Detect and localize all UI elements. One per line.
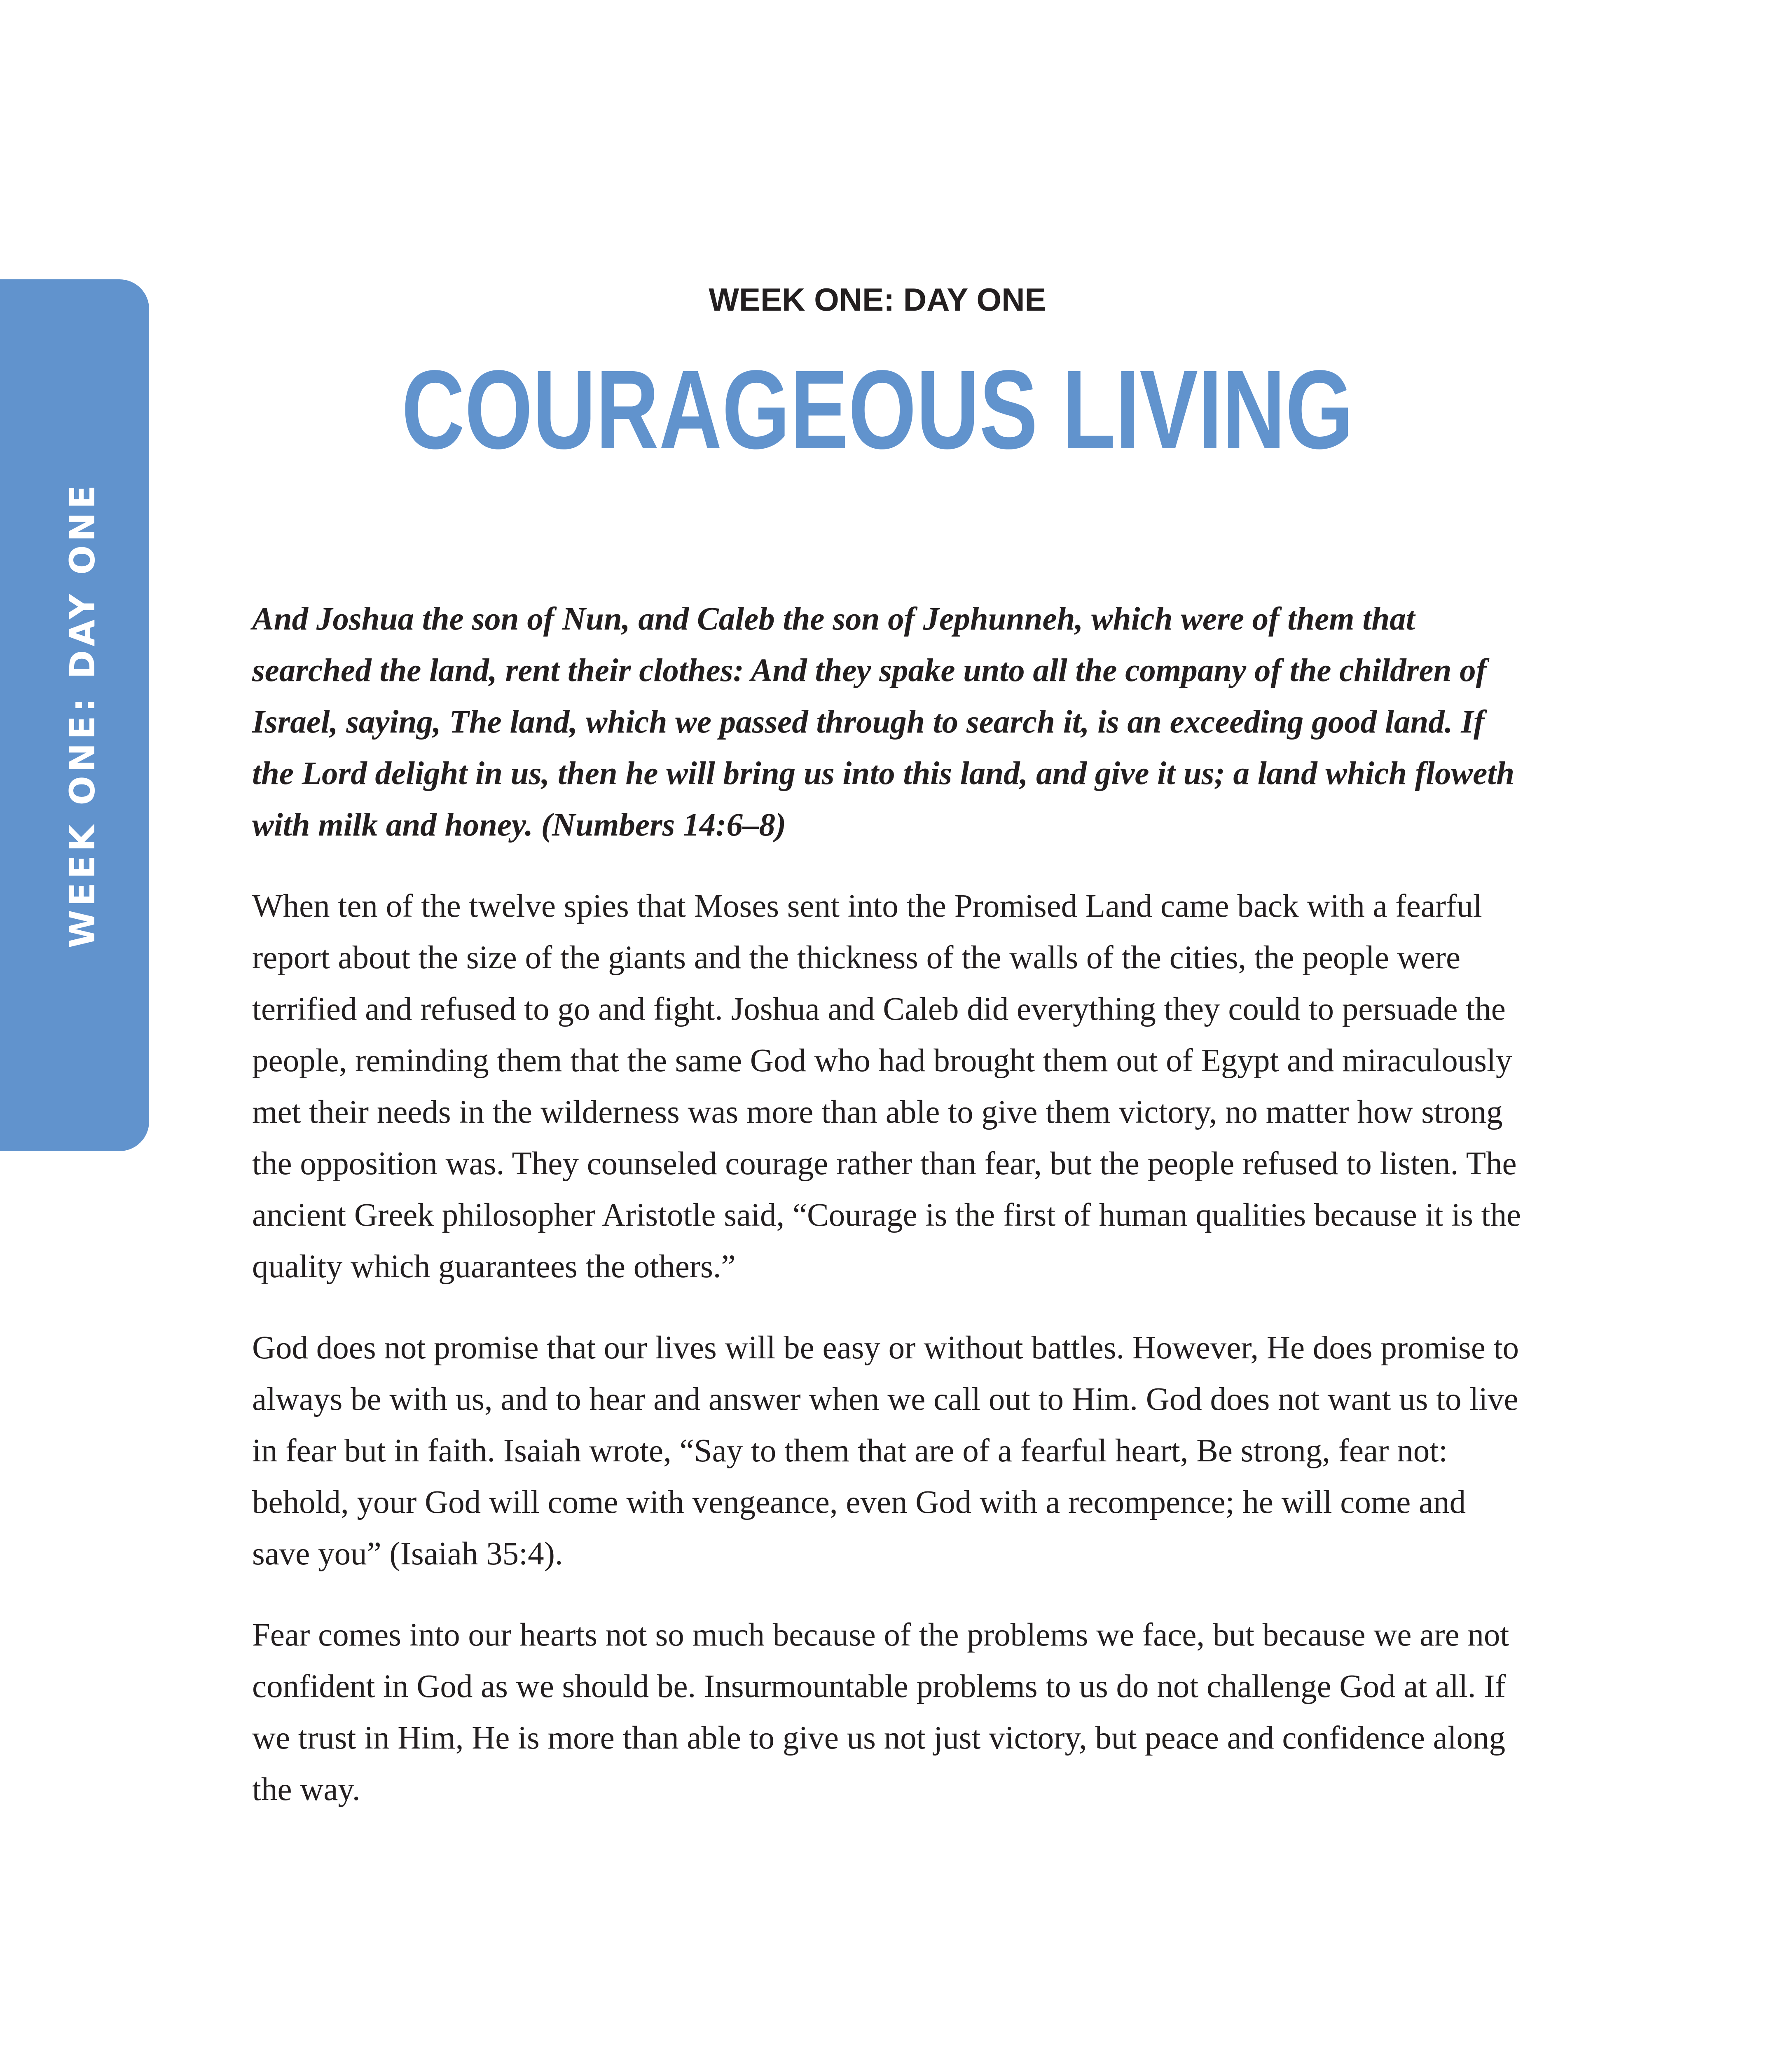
page-title-text: COURAGEOUS LIVING	[401, 347, 1354, 472]
body-paragraph-1: When ten of the twelve spies that Moses sent into the Promised Land came back with a fearful report about the size of the giants and the thickness of the walls of the cities, the people were terrified and refused to go and fight. Joshua and Caleb did everything they could to persuade the people, reminding them that the same God who had brought them out of Egypt and miraculously met their needs in the wilderness was more than able to give them victory, no matter how strong the opposition was. They counseled courage rather than fear, but the people refused to listen. The ancient Greek philosopher Aristotle said, “Courage is the first of human qualities because it is the quality which guarantees the others.”	[252, 888, 1521, 1285]
scripture-quote: And Joshua the son of Nun, and Caleb the son of Jephunneh, which were of them that searched the land, rent their clothes: And they spake unto all the company of the children of Israel, saying, The land, which we passed through to search it, is an exceeding good land. If the Lord delight in us, then he will bring us into this land, and give it us; a land which floweth with milk and honey. (Numbers 14:6–8)	[252, 601, 1515, 843]
section-eyebrow: WEEK ONE: DAY ONE	[709, 281, 1046, 318]
body-paragraph-2: God does not promise that our lives will be easy or without battles. However, He does promise to always be with us, and to hear and answer when we call out to Him. God does not want us to live in fear but in faith. Isaiah wrote, “Say to them that are of a fearful heart, Be strong, fear not: behold, your God will come with vengeance, even God with a recompence; he will come and save you” (Isaiah 35:4).	[252, 1330, 1519, 1572]
body-paragraph-3: Fear comes into our hearts not so much because of the problems we face, but because we are not confident in God as we should be. Insurmountable problems to us do not challenge God at all. If we trust in Him, He is more than able to give us not just victory, but peace and confidence along the way.	[252, 1617, 1509, 1807]
main-content	[252, 593, 1529, 1815]
side-tab-label: WEEK ONE: DAY ONE	[62, 481, 103, 948]
page-title	[0, 347, 1755, 472]
